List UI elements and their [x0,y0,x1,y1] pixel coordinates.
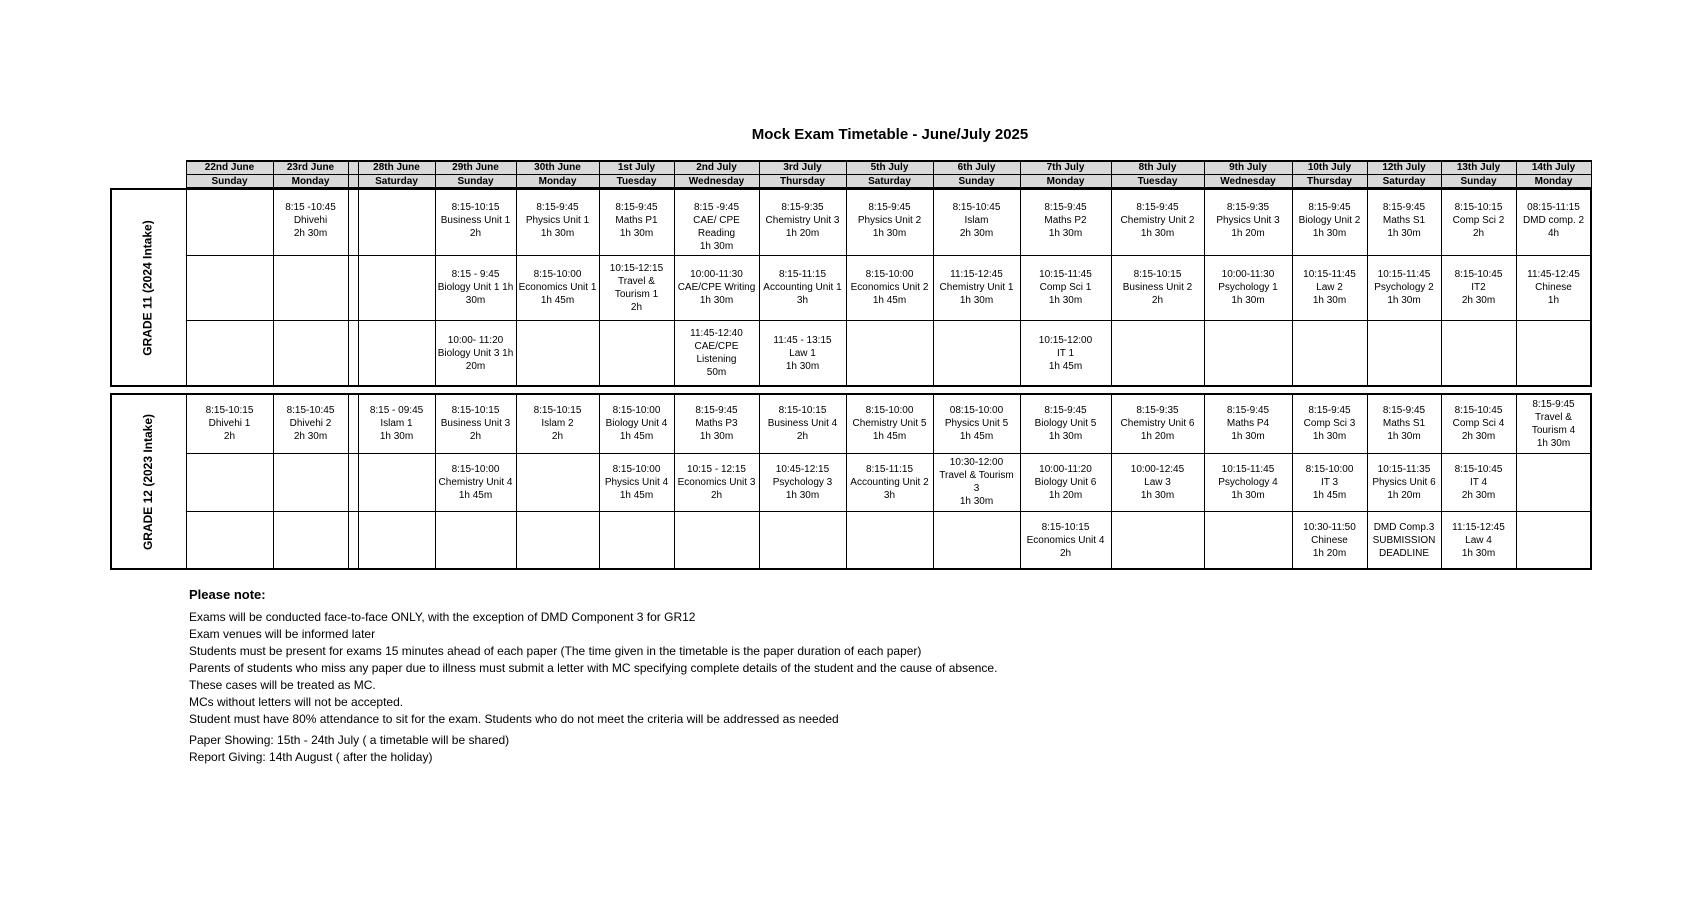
column-day: Wednesday [674,174,759,188]
exam-cell: 8:15-9:45 Physics Unit 2 1h 30m [857,202,922,239]
grid-line [1441,394,1442,569]
column-date: 23rd June [273,160,348,174]
exam-cell: 8:15-10:00 Chemistry Unit 4 1h 45m [438,463,513,501]
exam-cell: 8:15-10:00 Economics Unit 1 1h 45m [518,269,597,306]
exam-cell [273,255,348,320]
grid-line [1367,160,1368,188]
column-date: 30th June [516,160,599,174]
exam-cell [516,453,599,511]
column-date: 14th July [1516,160,1591,174]
exam-cell: 8:15-9:45 Maths S1 1h 30m [1382,202,1426,239]
grid-line [674,394,675,569]
grid-line [1111,189,1112,386]
grid-line [348,160,349,188]
grid-line [1367,394,1368,569]
exam-cell: 8:15-10:15 Business Unit 1 2h [440,202,511,239]
grid-line [273,160,274,188]
grid-line [1020,394,1021,569]
grade-label [110,394,186,569]
grid-line [1111,394,1112,569]
column-day: Sunday [1441,174,1516,188]
column-day [348,174,358,188]
note-line: MCs without letters will not be accepted. [189,695,404,709]
grid-line [186,511,1591,512]
column-day: Monday [516,174,599,188]
exam-cell: 8:15-9:45 Maths P3 1h 30m [695,405,738,442]
exam-cell [358,453,435,511]
column-day: Tuesday [599,174,674,188]
exam-cell: 10:45-12:15 Psychology 3 1h 30m [772,463,833,501]
exam-cell [933,320,1020,386]
exam-cell: 08:15-11:15 DMD comp. 2 4h [1522,202,1585,239]
exam-cell [358,511,435,569]
exam-cell: 10:15 - 12:15 Economics Unit 3 2h [677,463,756,501]
grade-label-text: GRADE 12 (2023 Intake) [141,413,155,550]
exam-cell: 8:15-9:45 Maths P2 1h 30m [1044,202,1087,239]
grid-line [674,160,675,188]
exam-cell: 8:15-11:15 Accounting Unit 1 3h [763,269,842,306]
exam-cell [358,189,435,255]
exam-cell: 8:15-10:45 IT2 2h 30m [1454,269,1503,306]
exam-cell [933,511,1020,569]
exam-cell: 8:15-10:00 Physics Unit 4 1h 45m [604,463,669,501]
column-day: Monday [1516,174,1591,188]
note-line: Students must be present for exams 15 minutes ahead of each paper (The time given in the timetable is the paper duration of each paper) [189,644,922,658]
grid-line [933,160,934,188]
exam-cell [358,320,435,386]
grid-line [516,394,517,569]
exam-cell: 8:15-9:35 Chemistry Unit 6 1h 20m [1120,405,1195,442]
grid-line [358,160,359,188]
exam-cell [599,320,674,386]
grid-line [1204,160,1205,188]
column-date: 2nd July [674,160,759,174]
grid-line [186,160,1591,162]
exam-cell [516,320,599,386]
exam-cell: 8:15-10:15 Business Unit 2 2h [1122,269,1193,306]
page-title: Mock Exam Timetable - June/July 2025 [751,126,1029,143]
exam-cell: 8:15-10:00 Biology Unit 4 1h 45m [605,405,668,442]
grid-line [110,188,112,386]
grid-line [186,453,1591,454]
grid-line [435,160,436,188]
grid-line [1367,189,1368,386]
grid-line [348,394,349,569]
exam-cell: 8:15 -9:45 CAE/ CPE Reading 1h 30m [693,202,740,252]
exam-cell: 8:15-10:00 IT 3 1h 45m [1305,463,1354,501]
grade-label [110,189,186,386]
note-line: Student must have 80% attendance to sit for the exam. Students who do not meet the criteria will be addressed as needed [189,712,839,726]
column-day: Monday [273,174,348,188]
grid-line [435,189,436,386]
exam-cell [186,453,273,511]
note-line: Parents of students who miss any paper due to illness must submit a letter with MC specifying complete details of the student and the cause of absence. [189,661,998,675]
column-day: Sunday [186,174,273,188]
grid-line [1111,160,1112,188]
column-date: 3rd July [759,160,846,174]
notes-heading: Please note: [189,587,266,602]
exam-cell: 8:15 -10:45 Dhivehi 2h 30m [285,202,336,239]
exam-cell [435,511,516,569]
grid-line [759,189,760,386]
exam-cell: 10:15-11:45 Psychology 2 1h 30m [1374,269,1434,306]
exam-cell: 8:15 - 9:45 Biology Unit 1 1h 30m [437,269,514,306]
column-date: 28th June [358,160,435,174]
grid-line [186,320,1591,321]
exam-cell: 8:15-10:15 Business Unit 4 2h [767,405,838,442]
exam-cell: 8:15-9:45 Chemistry Unit 2 1h 30m [1120,202,1195,239]
grid-line [1292,189,1293,386]
exam-cell: 10:15-12:00 IT 1 1h 45m [1038,334,1093,372]
grid-line [1204,394,1205,569]
column-date: 7th July [1020,160,1111,174]
column-date: 29th June [435,160,516,174]
note-line: Exams will be conducted face-to-face ONLY, with the exception of DMD Component 3 for GR12 [189,610,696,624]
grid-line [186,255,1591,256]
exam-cell: 8:15-9:45 Maths P1 1h 30m [615,202,658,239]
exam-cell: 8:15-11:15 Accounting Unit 2 3h [850,463,929,501]
grid-line [846,394,847,569]
exam-cell [1441,320,1516,386]
paper-showing-note: Paper Showing: 15th - 24th July ( a timetable will be shared) [189,733,510,747]
grid-line [846,160,847,188]
note-line: These cases will be treated as MC. [189,678,376,692]
exam-cell [1292,320,1367,386]
grid-line [186,174,1591,175]
grid-line [1590,393,1592,569]
grid-line [599,189,600,386]
column-day: Tuesday [1111,174,1204,188]
exam-cell: 10:15-11:45 Comp Sci 1 1h 30m [1039,269,1092,306]
grid-line [358,394,359,569]
exam-cell: 8:15-10:15 Islam 2 2h [533,405,582,442]
column-day: Monday [1020,174,1111,188]
grid-line [358,189,359,386]
exam-cell: 11:15-12:45 Law 4 1h 30m [1452,521,1505,559]
exam-cell [674,511,759,569]
exam-cell: 8:15-9:45 Maths P4 1h 30m [1226,405,1270,442]
grid-line [516,189,517,386]
column-day: Wednesday [1204,174,1292,188]
column-date: 12th July [1367,160,1441,174]
report-giving-note: Report Giving: 14th August ( after the holiday) [189,750,433,764]
grid-line [759,394,760,569]
grid-line [599,394,600,569]
exam-cell: 8:15-9:45 Maths S1 1h 30m [1382,405,1426,442]
column-date: 13th July [1441,160,1516,174]
exam-cell [1204,511,1292,569]
exam-cell [186,320,273,386]
exam-cell [1111,320,1204,386]
column-date: 1st July [599,160,674,174]
grid-line [348,189,349,386]
grid-line [186,189,187,386]
exam-cell: 8:15-9:35 Chemistry Unit 3 1h 20m [765,202,840,239]
notes-section [189,586,997,766]
exam-cell: 10:15-12:15 Travel & Tourism 1 2h [609,262,664,313]
grid-line [1292,160,1293,188]
exam-cell [273,511,348,569]
note-line: Exam venues will be informed later [189,627,376,641]
exam-cell: 10:00-11:30 Psychology 1 1h 30m [1218,269,1278,306]
exam-cell: 8:15-10:45 IT 4 2h 30m [1454,463,1503,501]
grid-line [1516,394,1517,569]
exam-cell: 10:15-11:35 Physics Unit 6 1h 20m [1372,463,1436,501]
exam-cell [846,320,933,386]
column-day: Saturday [358,174,435,188]
grid-line [1020,160,1021,188]
exam-cell [1516,453,1591,511]
exam-cell [759,511,846,569]
column-date: 10th July [1292,160,1367,174]
column-day: Saturday [1367,174,1441,188]
exam-cell: 8:15-10:15 Dhivehi 1 2h [205,405,254,442]
exam-cell: 10:15-11:45 Psychology 4 1h 30m [1218,463,1278,501]
exam-cell: 8:15-10:15 Comp Sci 2 2h [1452,202,1505,239]
exam-cell: 8:15-9:45 Biology Unit 2 1h 30m [1298,202,1361,239]
grid-line [186,394,187,569]
grid-line [1590,188,1592,386]
exam-cell [186,511,273,569]
grid-line [1591,160,1592,188]
grid-line [1441,189,1442,386]
grid-line [1292,394,1293,569]
exam-cell [186,189,273,255]
exam-cell: 8:15-10:45 Comp Sci 4 2h 30m [1452,405,1505,442]
grid-line [1516,189,1517,386]
column-date: 6th July [933,160,1020,174]
exam-cell: 8:15-10:45 Dhivehi 2 2h 30m [286,405,335,442]
grid-line [110,385,1592,387]
exam-cell: 11:45-12:40 CAE/CPE Listening 50m [690,328,743,378]
exam-cell: 8:15 - 09:45 Islam 1 1h 30m [369,405,424,442]
column-day: Thursday [759,174,846,188]
exam-cell [1111,511,1204,569]
exam-cell [1367,320,1441,386]
exam-cell [1516,511,1591,569]
exam-cell [186,255,273,320]
grid-line [1204,189,1205,386]
exam-cell: 11:45 - 13:15 Law 1 1h 30m [773,334,832,372]
exam-cell: 10:00- 11:20 Biology Unit 3 1h 20m [437,334,514,372]
exam-cell [599,511,674,569]
grid-line [186,160,187,188]
exam-cell: 8:15-10:15 Business Unit 3 2h [440,405,511,442]
exam-cell: 10:00-12:45 Law 3 1h 30m [1130,463,1185,501]
exam-cell [516,511,599,569]
exam-cell: 8:15-9:45 Physics Unit 1 1h 30m [525,202,590,239]
exam-cell: 10:30-11:50 Chinese 1h 20m [1303,521,1356,559]
grid-line [1441,160,1442,188]
column-date: 5th July [846,160,933,174]
grid-line [516,160,517,188]
exam-cell: 8:15-10:00 Chemistry Unit 5 1h 45m [852,405,927,442]
column-day: Saturday [846,174,933,188]
column-day: Thursday [1292,174,1367,188]
exam-cell: 8:15-9:35 Physics Unit 3 1h 20m [1216,202,1280,239]
grid-line [435,394,436,569]
column-date: 22nd June [186,160,273,174]
exam-cell [273,453,348,511]
grid-line [759,160,760,188]
grid-line [110,568,1592,570]
grid-line [933,394,934,569]
grade-label-text: GRADE 11 (2024 Intake) [141,219,155,356]
grid-line [933,189,934,386]
exam-cell: 8:15-10:00 Economics Unit 2 1h 45m [850,269,929,306]
column-day: Sunday [435,174,516,188]
grid-line [273,394,274,569]
exam-cell [273,320,348,386]
exam-cell: 10:30-12:00 Travel & Tourism 3 1h 30m [939,457,1014,507]
exam-cell: 11:45-12:45 Chinese 1h [1527,269,1580,306]
exam-cell: 8:15-9:45 Travel & Tourism 4 1h 30m [1531,398,1576,449]
grid-line [674,189,675,386]
grid-line [110,393,1592,395]
exam-cell: 8:15-10:45 Islam 2h 30m [952,202,1001,239]
exam-cell: 11:15-12:45 Chemistry Unit 1 1h 30m [939,269,1014,306]
exam-cell [846,511,933,569]
column-date: 9th July [1204,160,1292,174]
exam-cell [1516,320,1591,386]
exam-cell: 8:15-10:15 Economics Unit 4 2h [1026,521,1105,559]
exam-cell: 8:15-9:45 Biology Unit 5 1h 30m [1034,405,1097,442]
exam-cell: 8:15-9:45 Comp Sci 3 1h 30m [1303,405,1356,442]
exam-cell [358,255,435,320]
exam-cell: 10:00-11:30 CAE/CPE Writing 1h 30m [677,269,756,306]
column-date [348,160,358,174]
exam-cell: 10:00-11:20 Biology Unit 6 1h 20m [1034,463,1097,501]
exam-cell: 10:15-11:45 Law 2 1h 30m [1303,269,1356,306]
grid-line [110,188,1592,190]
grid-line [1020,189,1021,386]
grid-line [599,160,600,188]
column-day: Sunday [933,174,1020,188]
exam-cell: DMD Comp.3 SUBMISSION DEADLINE [1372,521,1436,559]
grid-line [846,189,847,386]
exam-cell [1204,320,1292,386]
grid-line [273,189,274,386]
grid-line [1516,160,1517,188]
grid-line [110,393,112,569]
column-date: 8th July [1111,160,1204,174]
exam-cell: 08:15-10:00 Physics Unit 5 1h 45m [944,405,1009,442]
